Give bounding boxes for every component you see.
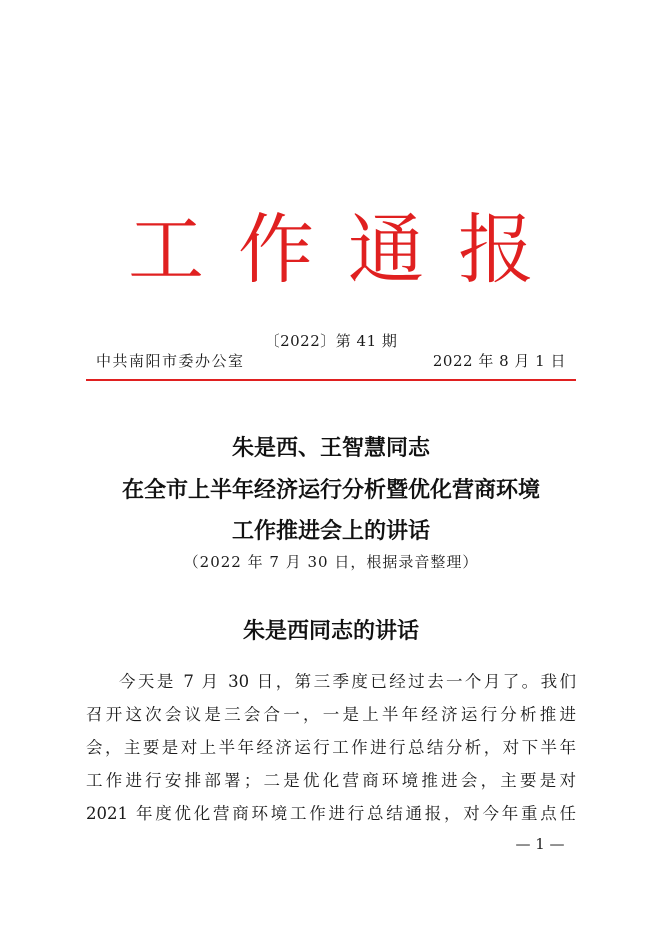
red-divider-rule — [86, 379, 576, 381]
body-text-line: 会，主要是对上半年经济运行工作进行总结分析，对下半年 — [86, 738, 576, 757]
document-title-line-3: 工作推进会上的讲话 — [231, 518, 430, 544]
issue-date: 2022 年 8 月 1 日 — [432, 352, 566, 370]
issue-number: 〔2022〕第 41 期 — [264, 332, 398, 350]
issuer-name: 中共南阳市委办公室 — [96, 352, 245, 370]
header-meta-row — [96, 351, 566, 371]
document-note: （2022 年 7 月 30 日，根据录音整理） — [183, 553, 479, 571]
body-text-line: 召开这次会议是三会合一，一是上半年经济运行分析推进 — [86, 705, 576, 724]
section-title: 朱是西同志的讲话 — [242, 618, 419, 644]
body-text-line: 工作进行安排部署；二是优化营商环境推进会，主要是对 — [86, 771, 576, 790]
masthead-title: 工作通报 — [128, 205, 568, 294]
body-text-line: 2021 年度优化营商环境工作进行总结通报，对今年重点任 — [86, 804, 576, 823]
page-number: — 1 — — [515, 835, 565, 853]
document-title-line-1: 朱是西、王智慧同志 — [231, 435, 430, 461]
document-title-line-2: 在全市上半年经济运行分析暨优化营商环境 — [121, 477, 540, 503]
body-text-line: 今天是 7 月 30 日，第三季度已经过去一个月了。我们 — [119, 672, 576, 691]
